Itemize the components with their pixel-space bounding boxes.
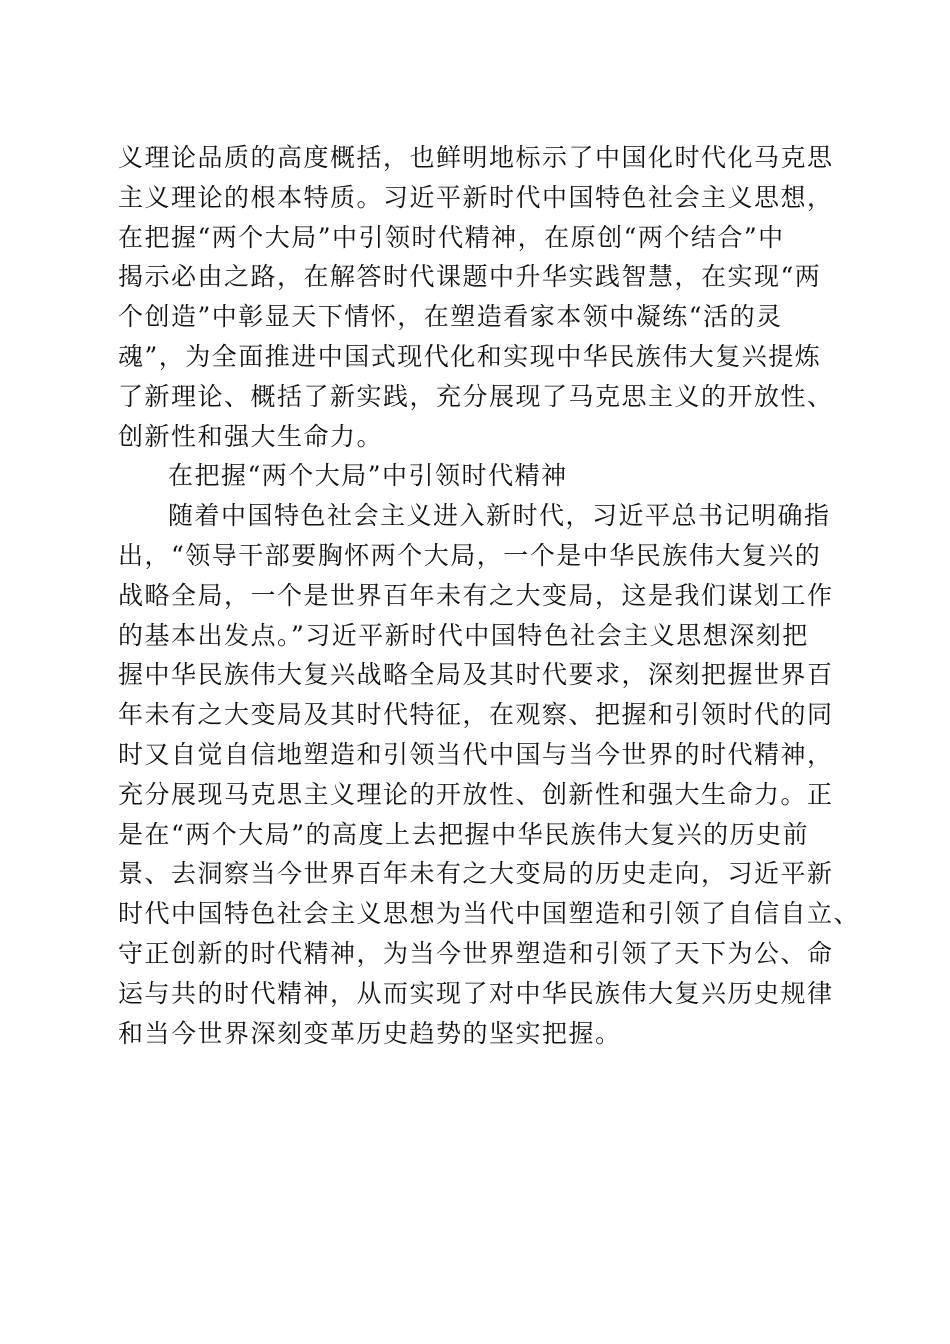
paragraph-line: 魂”，为全面推进中国式现代化和实现中华民族伟大复兴提炼 [118, 341, 822, 371]
paragraph-1 [118, 138, 838, 456]
paragraph-line: 是在“两个大局”的高度上去把握中华民族伟大复兴的历史前 [118, 819, 810, 849]
paragraph-line: 主义理论的根本特质。习近平新时代中国特色社会主义思想， [118, 182, 834, 212]
paragraph-line: 个创造”中彰显天下情怀，在塑造看家本领中凝练“活的灵 [118, 302, 783, 332]
paragraph-line: 义理论品质的高度概括，也鲜明地标示了中国化时代化马克思 [118, 143, 834, 172]
paragraph-line: 在把握“两个大局”中引领时代精神，在原创“两个结合”中 [118, 222, 785, 252]
paragraph-line: 创新性和强大生命力。 [118, 421, 384, 451]
paragraph-line: 运与共的时代精神，从而实现了对中华民族伟大复兴历史规律 [118, 978, 834, 1008]
paragraph-line: 时又自觉自信地塑造和引领当代中国与当今世界的时代精神， [118, 739, 834, 769]
paragraph-line: 景、去洞察当今世界百年未有之大变局的历史走向，习近平新 [118, 859, 834, 889]
paragraph-line: 了新理论、概括了新实践，充分展现了马克思主义的开放性、 [118, 381, 834, 411]
paragraph-line: 出，“领导干部要胸怀两个大局，一个是中华民族伟大复兴的 [118, 540, 822, 570]
paragraph-line: 握中华民族伟大复兴战略全局及其时代要求，深刻把握世界百 [118, 660, 834, 690]
document-body [118, 138, 861, 1053]
paragraph-line: 的基本出发点。”习近平新时代中国特色社会主义思想深刻把 [118, 620, 809, 650]
paragraph-line: 充分展现马克思主义理论的开放性、创新性和强大生命力。正 [118, 779, 834, 809]
paragraph-line: 年未有之大变局及其时代特征，在观察、把握和引领时代的同 [118, 700, 834, 730]
paragraph-line: 时代中国特色社会主义思想为当代中国塑造和引领了自信自立、 [118, 899, 861, 929]
paragraph-2 [118, 496, 861, 1053]
paragraph-line: 揭示必由之路，在解答时代课题中升华实践智慧，在实现“两 [118, 262, 822, 292]
paragraph-line: 随着中国特色社会主义进入新时代，习近平总书记明确指 [168, 501, 831, 531]
section-heading: 在把握“两个大局”中引领时代精神 [168, 461, 568, 491]
paragraph-line: 和当今世界深刻变革历史趋势的坚实把握。 [118, 1018, 622, 1048]
paragraph-line: 守正创新的时代精神，为当今世界塑造和引领了天下为公、命 [118, 938, 834, 968]
paragraph-line: 战略全局，一个是世界百年未有之大变局，这是我们谋划工作 [118, 580, 834, 610]
